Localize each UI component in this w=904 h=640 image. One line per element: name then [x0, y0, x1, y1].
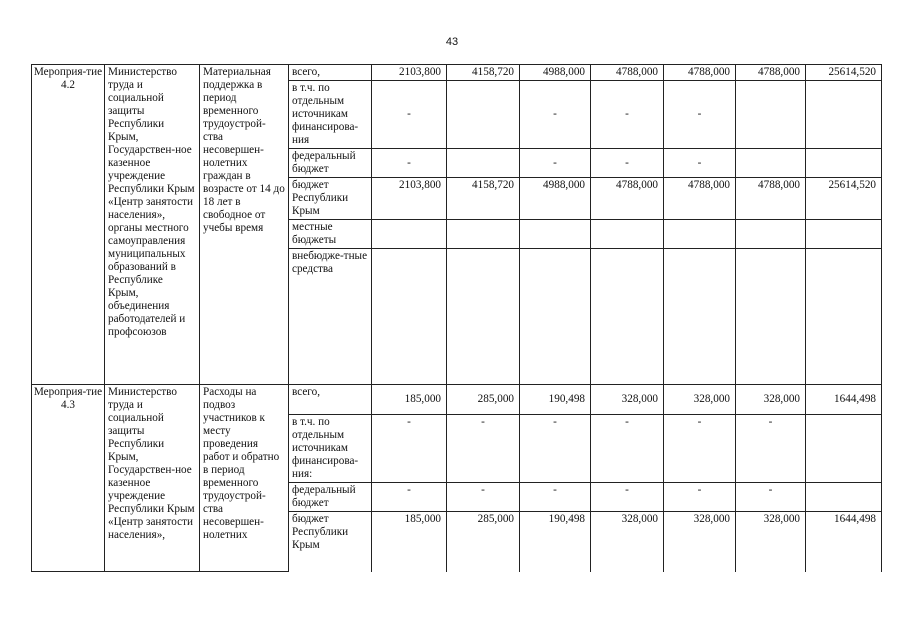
description-cell: Расходы на подвоз участников к месту проведения работ и обратно в период временного трудоустрой-ства несовершен-нолетних: [200, 385, 289, 572]
value-cell: -: [447, 415, 520, 483]
value-cell: 4788,000: [591, 65, 664, 81]
value-cell: -: [372, 483, 447, 512]
page-number: 43: [445, 36, 459, 48]
value-cell: 4988,000: [520, 65, 591, 81]
source-cell: всего,: [289, 385, 372, 415]
value-cell: -: [520, 149, 591, 178]
value-cell: [806, 81, 882, 149]
value-cell: -: [736, 415, 806, 483]
table-row: [32, 385, 882, 415]
value-cell: -: [664, 483, 736, 512]
value-cell: 4988,000: [520, 178, 591, 220]
value-cell: -: [591, 483, 664, 512]
value-cell: [447, 220, 520, 249]
value-cell: 328,000: [664, 385, 736, 415]
value-cell: -: [736, 483, 806, 512]
value-cell: [806, 220, 882, 249]
value-cell: [520, 220, 591, 249]
source-cell: внебюдже-тные средства: [289, 249, 372, 385]
value-cell: 4788,000: [736, 178, 806, 220]
value-cell: 190,498: [520, 385, 591, 415]
value-cell: -: [520, 483, 591, 512]
event-cell: Мероприя-тие 4.3: [32, 385, 105, 572]
source-cell: местные бюджеты: [289, 220, 372, 249]
value-cell: [591, 249, 664, 385]
value-cell: 285,000: [447, 512, 520, 572]
value-cell: [447, 81, 520, 149]
source-cell: федеральный бюджет: [289, 483, 372, 512]
value-cell: 1644,498: [806, 385, 882, 415]
value-cell: [520, 249, 591, 385]
source-cell: в т.ч. по отдельным источникам финансирова-ния:: [289, 415, 372, 483]
value-cell: [736, 81, 806, 149]
value-cell: 1644,498: [806, 512, 882, 572]
value-cell: [372, 249, 447, 385]
description-cell: Материальная поддержка в период временного трудоустрой-ства несовершен-нолетних граждан в возрасте от 14 до 18 лет в свободное от учебы время: [200, 65, 289, 385]
value-cell: -: [520, 81, 591, 149]
executor-cell: Министерство труда и социальной защиты Республики Крым, Государствен-ное казенное учреждение Республики Крым «Центр занятости населения»,: [105, 385, 200, 572]
value-cell: -: [520, 415, 591, 483]
value-cell: 4788,000: [736, 65, 806, 81]
value-cell: [736, 149, 806, 178]
value-cell: [736, 220, 806, 249]
value-cell: -: [372, 149, 447, 178]
value-cell: [664, 220, 736, 249]
value-cell: -: [591, 149, 664, 178]
source-cell: в т.ч. по отдельным источникам финансирова-ния: [289, 81, 372, 149]
value-cell: 328,000: [664, 512, 736, 572]
source-cell: бюджет Республики Крым: [289, 512, 372, 572]
value-cell: -: [664, 415, 736, 483]
value-cell: 2103,800: [372, 65, 447, 81]
event-cell: Мероприя-тие 4.2: [32, 65, 105, 385]
value-cell: [736, 249, 806, 385]
value-cell: -: [591, 415, 664, 483]
value-cell: 25614,520: [806, 65, 882, 81]
value-cell: 185,000: [372, 512, 447, 572]
value-cell: [664, 249, 736, 385]
value-cell: -: [372, 81, 447, 149]
value-cell: [447, 149, 520, 178]
value-cell: -: [664, 81, 736, 149]
source-cell: всего,: [289, 65, 372, 81]
source-cell: федеральный бюджет: [289, 149, 372, 178]
value-cell: 4788,000: [664, 65, 736, 81]
value-cell: [806, 483, 882, 512]
table-row: [32, 65, 882, 81]
funding-table: [31, 64, 882, 572]
value-cell: -: [591, 81, 664, 149]
funding-table-container: [31, 64, 881, 572]
value-cell: -: [664, 149, 736, 178]
value-cell: [447, 249, 520, 385]
value-cell: 328,000: [591, 385, 664, 415]
value-cell: [591, 220, 664, 249]
value-cell: 4158,720: [447, 178, 520, 220]
value-cell: 328,000: [736, 385, 806, 415]
value-cell: -: [372, 415, 447, 483]
value-cell: 4788,000: [591, 178, 664, 220]
value-cell: [806, 415, 882, 483]
value-cell: 4788,000: [664, 178, 736, 220]
value-cell: 4158,720: [447, 65, 520, 81]
value-cell: 328,000: [736, 512, 806, 572]
value-cell: -: [447, 483, 520, 512]
value-cell: 25614,520: [806, 178, 882, 220]
source-cell: бюджет Республики Крым: [289, 178, 372, 220]
value-cell: [372, 220, 447, 249]
value-cell: 185,000: [372, 385, 447, 415]
value-cell: 328,000: [591, 512, 664, 572]
value-cell: 190,498: [520, 512, 591, 572]
value-cell: [806, 249, 882, 385]
value-cell: [806, 149, 882, 178]
value-cell: 285,000: [447, 385, 520, 415]
value-cell: 2103,800: [372, 178, 447, 220]
executor-cell: Министерство труда и социальной защиты Республики Крым, Государствен-ное казенное учреждение Республики Крым «Центр занятости населения», органы местного самоуправления муниципальных образований в Республике Крым, объединения работодателей и профсоюзов: [105, 65, 200, 385]
